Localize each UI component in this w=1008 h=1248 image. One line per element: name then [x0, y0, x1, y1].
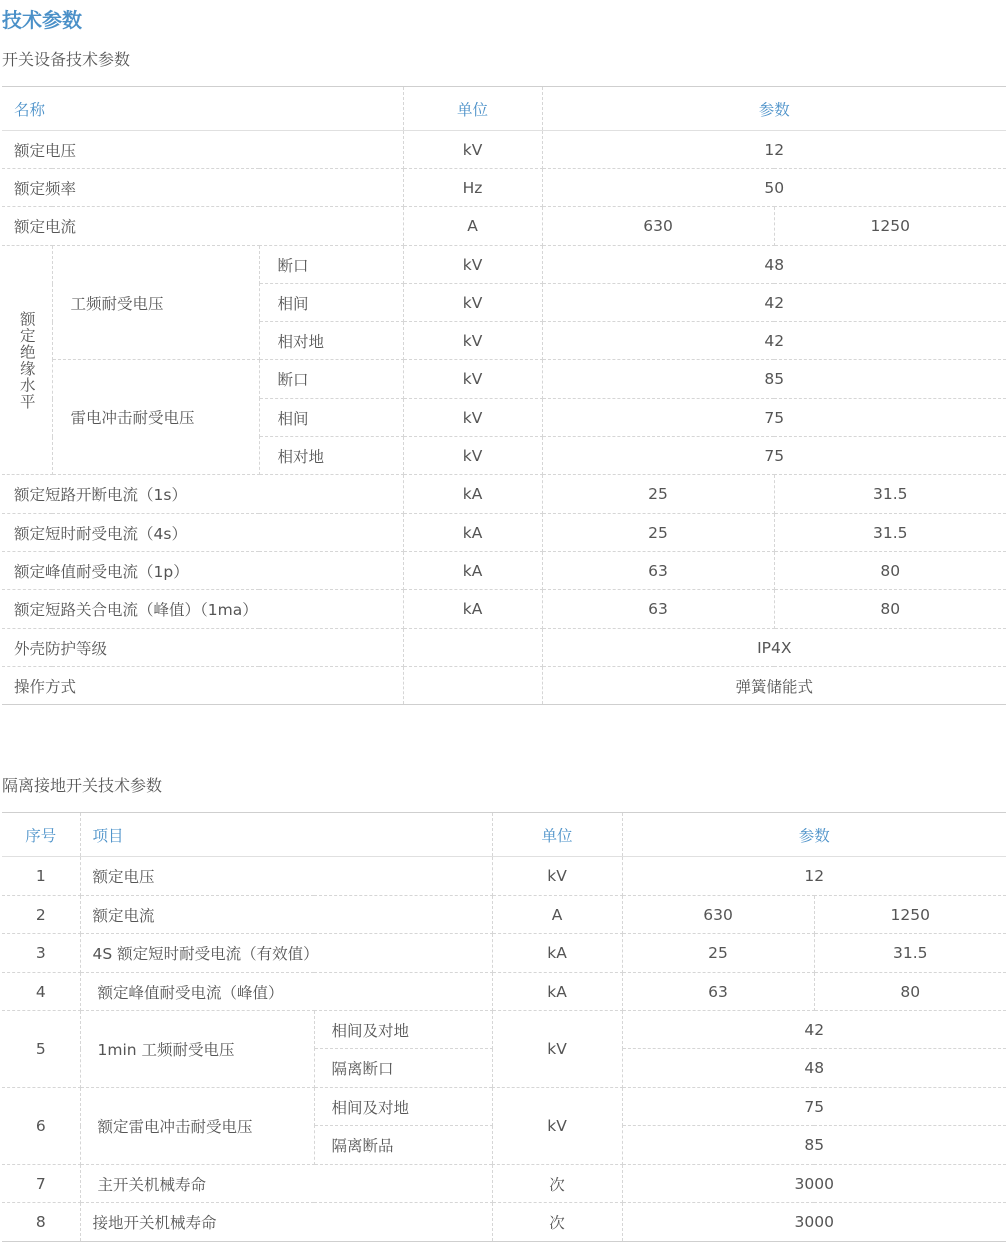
row-value: 3000 — [622, 1203, 1006, 1242]
row-value-1: 63 — [622, 973, 814, 1011]
row-unit: kV — [403, 322, 542, 360]
row-sub: 断口 — [259, 360, 403, 399]
row-value-1: 630 — [542, 207, 774, 246]
row-name: 额定短路关合电流（峰值）（1ma） — [2, 590, 403, 629]
header-param: 参数 — [622, 813, 1006, 857]
row-unit: kV — [403, 246, 542, 284]
row-value: 弹簧储能式 — [542, 667, 1006, 705]
row-unit: kA — [403, 552, 542, 590]
row-item: 额定电流 — [80, 896, 492, 934]
row-unit: Hz — [403, 169, 542, 207]
row-value: IP4X — [542, 629, 1006, 667]
table-row — [2, 934, 1006, 973]
insulation-group-label — [2, 246, 52, 475]
row-name: 额定峰值耐受电流（1p） — [2, 552, 403, 590]
row-sub: 相间 — [259, 399, 403, 437]
row-sub: 相间及对地 — [314, 1011, 492, 1049]
row-unit: A — [403, 207, 542, 246]
row-value: 48 — [622, 1049, 1006, 1088]
row-unit: kV — [492, 1088, 622, 1165]
row-name: 额定电压 — [2, 131, 403, 169]
row-unit: kA — [403, 514, 542, 552]
row-no: 3 — [2, 934, 80, 973]
table-row — [2, 475, 1006, 514]
row-unit: kA — [403, 590, 542, 629]
table-row — [2, 1011, 1006, 1049]
row-item: 额定峰值耐受电流（峰值） — [80, 973, 492, 1011]
table-row — [2, 667, 1006, 705]
row-sub: 相间及对地 — [314, 1088, 492, 1126]
row-value: 85 — [542, 360, 1006, 399]
row-sub: 断口 — [259, 246, 403, 284]
header-name: 名称 — [2, 87, 403, 131]
row-unit: kA — [492, 934, 622, 973]
row-value-2: 31.5 — [774, 475, 1006, 514]
row-unit — [403, 667, 542, 705]
row-unit: kA — [403, 475, 542, 514]
row-value-2: 80 — [814, 973, 1006, 1011]
table-row — [2, 1203, 1006, 1242]
row-value: 85 — [622, 1126, 1006, 1165]
row-unit: kA — [492, 973, 622, 1011]
header-unit: 单位 — [492, 813, 622, 857]
table-row — [2, 1165, 1006, 1203]
row-unit: kV — [492, 857, 622, 896]
table-row — [2, 590, 1006, 629]
row-value: 75 — [622, 1088, 1006, 1126]
header-no: 序号 — [2, 813, 80, 857]
row-unit — [403, 629, 542, 667]
row-no: 1 — [2, 857, 80, 896]
row-value-2: 80 — [774, 552, 1006, 590]
row-value: 42 — [622, 1011, 1006, 1049]
table-row — [2, 246, 1006, 284]
header-unit: 单位 — [403, 87, 542, 131]
row-value: 3000 — [622, 1165, 1006, 1203]
row-unit: 次 — [492, 1203, 622, 1242]
table-header-row — [2, 87, 1006, 131]
table-row — [2, 857, 1006, 896]
table-row — [2, 514, 1006, 552]
row-sub: 相对地 — [259, 322, 403, 360]
row-value: 42 — [542, 284, 1006, 322]
table-row — [2, 1088, 1006, 1126]
table-row — [2, 131, 1006, 169]
row-name: 操作方式 — [2, 667, 403, 705]
row-item: 1min 工频耐受电压 — [80, 1011, 314, 1088]
row-unit: kV — [403, 399, 542, 437]
row-item: 额定雷电冲击耐受电压 — [80, 1088, 314, 1165]
table-row — [2, 896, 1006, 934]
row-no: 2 — [2, 896, 80, 934]
row-item: 额定电压 — [80, 857, 492, 896]
row-no: 7 — [2, 1165, 80, 1203]
row-value: 42 — [542, 322, 1006, 360]
row-item: 4S 额定短时耐受电流（有效值） — [80, 934, 492, 973]
row-name: 额定电流 — [2, 207, 403, 246]
row-item: 接地开关机械寿命 — [80, 1203, 492, 1242]
table-row — [2, 552, 1006, 590]
row-sub: 隔离断口 — [314, 1049, 492, 1088]
disconnector-params-table — [2, 812, 1006, 1242]
row-name: 额定短时耐受电流（4s） — [2, 514, 403, 552]
row-value-2: 80 — [774, 590, 1006, 629]
row-no: 8 — [2, 1203, 80, 1242]
row-unit: kV — [403, 437, 542, 475]
table-row — [2, 629, 1006, 667]
row-unit: kV — [492, 1011, 622, 1088]
row-unit: kV — [403, 131, 542, 169]
row-sub: 相对地 — [259, 437, 403, 475]
table-header-row — [2, 813, 1006, 857]
row-sub: 相间 — [259, 284, 403, 322]
row-name: 额定短路开断电流（1s） — [2, 475, 403, 514]
row-value: 48 — [542, 246, 1006, 284]
row-value-1: 25 — [542, 514, 774, 552]
row-item: 主开关机械寿命 — [80, 1165, 492, 1203]
row-unit: kV — [403, 284, 542, 322]
row-value-1: 63 — [542, 590, 774, 629]
row-sub: 隔离断品 — [314, 1126, 492, 1165]
row-value: 12 — [622, 857, 1006, 896]
row-value-1: 25 — [622, 934, 814, 973]
table2-caption: 隔离接地开关技术参数 — [2, 776, 163, 795]
row-value: 50 — [542, 169, 1006, 207]
table-row — [2, 169, 1006, 207]
insulation-group-text: 额定绝缘水平 — [17, 310, 36, 410]
row-no: 6 — [2, 1088, 80, 1165]
row-value: 75 — [542, 437, 1006, 475]
header-param: 参数 — [542, 87, 1006, 131]
table-row — [2, 973, 1006, 1011]
row-value: 75 — [542, 399, 1006, 437]
power-freq-label: 工频耐受电压 — [52, 246, 259, 360]
row-no: 5 — [2, 1011, 80, 1088]
row-unit: A — [492, 896, 622, 934]
table-row — [2, 360, 1006, 399]
row-value-1: 63 — [542, 552, 774, 590]
header-item: 项目 — [80, 813, 492, 857]
switchgear-params-table — [2, 86, 1006, 705]
table-row — [2, 207, 1006, 246]
table1-caption: 开关设备技术参数 — [2, 50, 131, 69]
row-value: 12 — [542, 131, 1006, 169]
row-no: 4 — [2, 973, 80, 1011]
row-value-2: 31.5 — [814, 934, 1006, 973]
row-value-1: 630 — [622, 896, 814, 934]
lightning-label: 雷电冲击耐受电压 — [52, 360, 259, 475]
row-name: 外壳防护等级 — [2, 629, 403, 667]
page-title: 技术参数 — [2, 8, 82, 32]
row-name: 额定频率 — [2, 169, 403, 207]
row-value-2: 31.5 — [774, 514, 1006, 552]
row-value-2: 1250 — [774, 207, 1006, 246]
row-value-2: 1250 — [814, 896, 1006, 934]
row-value-1: 25 — [542, 475, 774, 514]
row-unit: kV — [403, 360, 542, 399]
row-unit: 次 — [492, 1165, 622, 1203]
